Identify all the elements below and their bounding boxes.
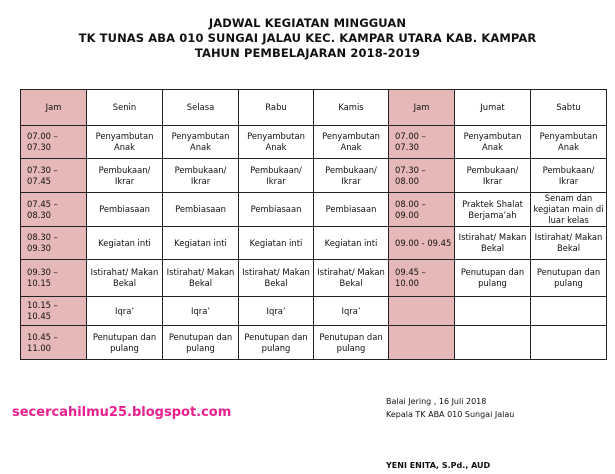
activity-cell: Penutupan dan pulang bbox=[239, 326, 314, 360]
activity-cell: Kegiatan inti bbox=[163, 227, 239, 260]
time-cell: 08.00 – 09.00 bbox=[389, 193, 455, 227]
activity-cell bbox=[455, 297, 531, 326]
time-cell: 07.00 – 07.30 bbox=[21, 126, 87, 159]
activity-cell: Pembukaan/ Ikrar bbox=[163, 159, 239, 193]
table-row bbox=[21, 159, 607, 193]
activity-cell: Penyambutan Anak bbox=[531, 126, 607, 159]
table-row bbox=[21, 297, 607, 326]
column-header: Senin bbox=[87, 90, 163, 126]
activity-cell: Pembukaan/ Ikrar bbox=[87, 159, 163, 193]
time-cell: 09.30 – 10.15 bbox=[21, 260, 87, 297]
activity-cell bbox=[455, 326, 531, 360]
table-row bbox=[21, 227, 607, 260]
activity-cell: Penyambutan Anak bbox=[239, 126, 314, 159]
column-header: Selasa bbox=[163, 90, 239, 126]
academic-year: TAHUN PEMBELAJARAN 2018-2019 bbox=[194, 46, 421, 60]
activity-cell: Pembukaan/ Ikrar bbox=[455, 159, 531, 193]
table-row bbox=[21, 260, 607, 297]
time-cell: 08.30 – 09.30 bbox=[21, 227, 87, 260]
activity-cell: Istirahat/ Makan Bekal bbox=[239, 260, 314, 297]
column-header: Rabu bbox=[239, 90, 314, 126]
time-cell: 09.45 – 10.00 bbox=[389, 260, 455, 297]
table-row bbox=[21, 193, 607, 227]
column-header: Jumat bbox=[455, 90, 531, 126]
activity-cell: Pembiasaan bbox=[239, 193, 314, 227]
activity-cell: Penyambutan Anak bbox=[314, 126, 389, 159]
blog-watermark: secercahilmu25.blogspot.com bbox=[12, 405, 232, 420]
activity-cell: Pembiasaan bbox=[163, 193, 239, 227]
time-cell: 07.30 – 07.45 bbox=[21, 159, 87, 193]
activity-cell: Penyambutan Anak bbox=[87, 126, 163, 159]
activity-cell: Senam dan kegiatan main di luar kelas bbox=[531, 193, 607, 227]
signature-name: YENI ENITA, S.Pd., AUD bbox=[386, 461, 491, 470]
activity-cell: Penutupan dan pulang bbox=[163, 326, 239, 360]
time-cell: 10.15 – 10.45 bbox=[21, 297, 87, 326]
activity-cell bbox=[531, 326, 607, 360]
activity-cell: Istirahat/ Makan Bekal bbox=[87, 260, 163, 297]
table-row bbox=[21, 126, 607, 159]
time-cell: 07.00 – 07.30 bbox=[389, 126, 455, 159]
activity-cell: Istirahat/ Makan Bekal bbox=[531, 227, 607, 260]
activity-cell: Pembiasaan bbox=[314, 193, 389, 227]
activity-cell: Pembukaan/ Ikrar bbox=[314, 159, 389, 193]
table-header-row bbox=[21, 90, 607, 126]
activity-cell bbox=[531, 297, 607, 326]
signature-role: Kepala TK ABA 010 Sungai Jalau bbox=[386, 410, 515, 419]
school-name: TK TUNAS ABA 010 SUNGAI JALAU KEC. KAMPAR UTARA KAB. KAMPAR bbox=[78, 31, 537, 45]
time-cell: 09.00 - 09.45 bbox=[389, 227, 455, 260]
time-cell: 07.30 – 08.00 bbox=[389, 159, 455, 193]
activity-cell: Iqra’ bbox=[87, 297, 163, 326]
page-title: JADWAL KEGIATAN MINGGUAN bbox=[208, 16, 407, 30]
time-cell: 07.45 – 08.30 bbox=[21, 193, 87, 227]
activity-cell: Pembiasaan bbox=[87, 193, 163, 227]
column-header: Kamis bbox=[314, 90, 389, 126]
column-header: Jam bbox=[21, 90, 87, 126]
activity-cell: Penyambutan Anak bbox=[455, 126, 531, 159]
activity-cell: Istirahat/ Makan Bekal bbox=[314, 260, 389, 297]
activity-cell: Pembukaan/ Ikrar bbox=[239, 159, 314, 193]
time-cell bbox=[389, 297, 455, 326]
activity-cell: Iqra’ bbox=[239, 297, 314, 326]
column-header: Jam bbox=[389, 90, 455, 126]
table-row bbox=[21, 326, 607, 360]
activity-cell: Kegiatan inti bbox=[239, 227, 314, 260]
activity-cell: Istirahat/ Makan Bekal bbox=[455, 227, 531, 260]
activity-cell: Penutupan dan pulang bbox=[455, 260, 531, 297]
activity-cell: Kegiatan inti bbox=[314, 227, 389, 260]
time-cell bbox=[389, 326, 455, 360]
activity-cell: Praktek Shalat Berjama’ah bbox=[455, 193, 531, 227]
activity-cell: Pembukaan/ Ikrar bbox=[531, 159, 607, 193]
activity-cell: Penutupan dan pulang bbox=[531, 260, 607, 297]
activity-cell: Iqra’ bbox=[314, 297, 389, 326]
activity-cell: Iqra’ bbox=[163, 297, 239, 326]
column-header: Sabtu bbox=[531, 90, 607, 126]
signature-place-date: Balai Jering , 16 Juli 2018 bbox=[386, 397, 487, 406]
activity-cell: Kegiatan inti bbox=[87, 227, 163, 260]
activity-cell: Penutupan dan pulang bbox=[314, 326, 389, 360]
time-cell: 10.45 – 11.00 bbox=[21, 326, 87, 360]
activity-cell: Penutupan dan pulang bbox=[87, 326, 163, 360]
activity-cell: Penyambutan Anak bbox=[163, 126, 239, 159]
weekly-schedule-table bbox=[20, 89, 607, 360]
activity-cell: Istirahat/ Makan Bekal bbox=[163, 260, 239, 297]
